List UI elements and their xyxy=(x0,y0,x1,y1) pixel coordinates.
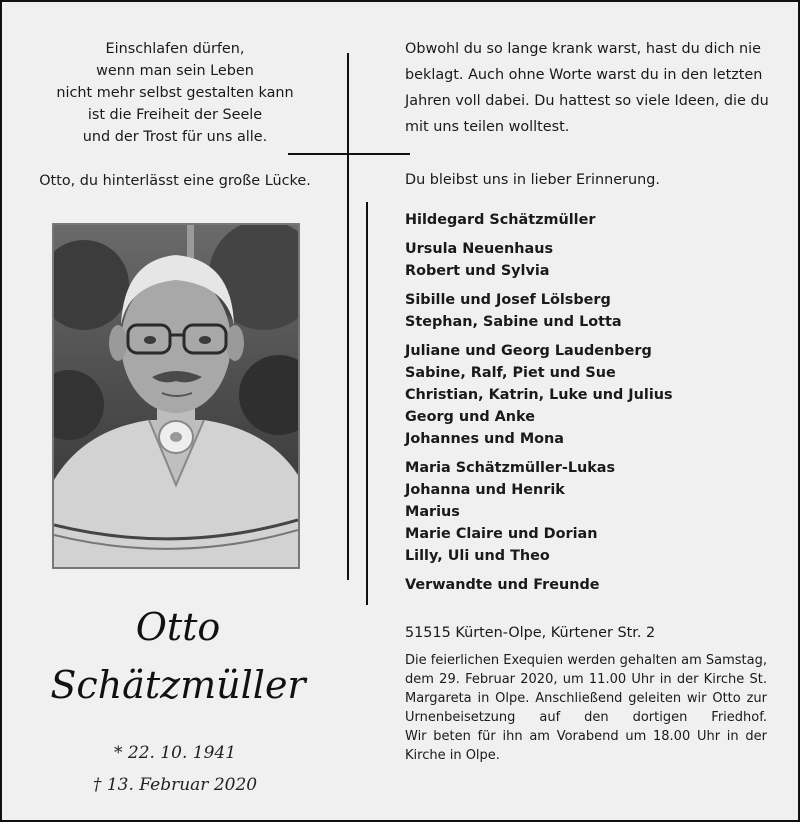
service-notice xyxy=(405,651,767,765)
mourner-group xyxy=(405,238,785,282)
poem-line: nicht mehr selbst gestalten kann xyxy=(56,85,294,101)
birth-date: * 22. 10. 1941 xyxy=(113,743,237,763)
poem-line: wenn man sein Leben xyxy=(96,63,254,79)
cross-vertical-bar xyxy=(347,53,349,580)
poem-line: ist die Freiheit der Seele xyxy=(87,107,263,123)
mourner-name: Sabine, Ralf, Piet und Sue xyxy=(405,365,616,381)
mourner-name: Johannes und Mona xyxy=(405,431,564,447)
mourner-name: Juliane und Georg Laudenberg xyxy=(405,343,652,359)
portrait-illustration xyxy=(54,225,298,567)
prayer-paragraph: Wir beten für ihn am Vorabend um 18.00 Uhr in der Kirche in Olpe. xyxy=(405,729,767,763)
mourner-name: Stephan, Sabine und Lotta xyxy=(405,314,622,330)
service-paragraph: Die feierlichen Exequien werden gehalten am Samstag, dem 29. Februar 2020, um 11.00 Uhr in der Kirche St. Margareta in Olpe. Anschließend geleiten wir Otto zur Urnenbeisetzung auf den dortigen Friedhof. xyxy=(405,653,768,725)
closing-line: Du bleibst uns in lieber Erinnerung. xyxy=(405,172,660,188)
mourner-name: Lilly, Uli und Theo xyxy=(405,548,550,564)
mourner-name: Ursula Neuenhaus xyxy=(405,241,554,257)
family-address: 51515 Kürten-Olpe, Kürtener Str. 2 xyxy=(405,625,656,641)
death-date: † 13. Februar 2020 xyxy=(92,775,258,795)
poem-line: und der Trost für uns alle. xyxy=(82,129,268,145)
mourner-name: Sibille und Josef Lölsberg xyxy=(405,292,611,308)
mourner-name: Robert und Sylvia xyxy=(405,263,550,279)
mourner-group xyxy=(405,209,785,231)
mourner-group xyxy=(405,457,785,567)
mourners-divider xyxy=(366,202,368,605)
mourner-name: Georg und Anke xyxy=(405,409,535,425)
mourners-list xyxy=(405,209,785,603)
mourner-name: Marie Claire und Dorian xyxy=(405,526,598,542)
mourner-name: Maria Schätzmüller-Lukas xyxy=(405,460,616,476)
intro-line: Jahren voll dabei. Du hattest so viele Ideen, die du xyxy=(405,93,769,109)
poem-line: Einschlafen dürfen, xyxy=(105,41,245,57)
mourner-name: Johanna und Henrik xyxy=(405,482,565,498)
mourner-name: Hildegard Schätzmüller xyxy=(405,212,596,228)
portrait-photo xyxy=(52,223,300,569)
mourner-group xyxy=(405,574,785,596)
intro-line: Obwohl du so lange krank warst, hast du dich nie xyxy=(405,41,762,57)
mourner-group xyxy=(405,340,785,450)
farewell-quote: Otto, du hinterlässt eine große Lücke. xyxy=(39,173,311,189)
intro-line: beklagt. Auch ohne Worte warst du in den letzten xyxy=(405,67,763,83)
mourner-name: Marius xyxy=(405,504,460,520)
intro-line: mit uns teilen wolltest. xyxy=(405,119,570,135)
cross-horizontal-bar xyxy=(288,153,410,155)
intro-text xyxy=(405,36,785,140)
mourner-name: Verwandte und Freunde xyxy=(405,577,600,593)
deceased-first-name: Otto xyxy=(135,605,221,649)
poem xyxy=(22,38,328,148)
deceased-last-name: Schätzmüller xyxy=(50,663,306,707)
mourner-name: Christian, Katrin, Luke und Julius xyxy=(405,387,673,403)
mourner-group xyxy=(405,289,785,333)
